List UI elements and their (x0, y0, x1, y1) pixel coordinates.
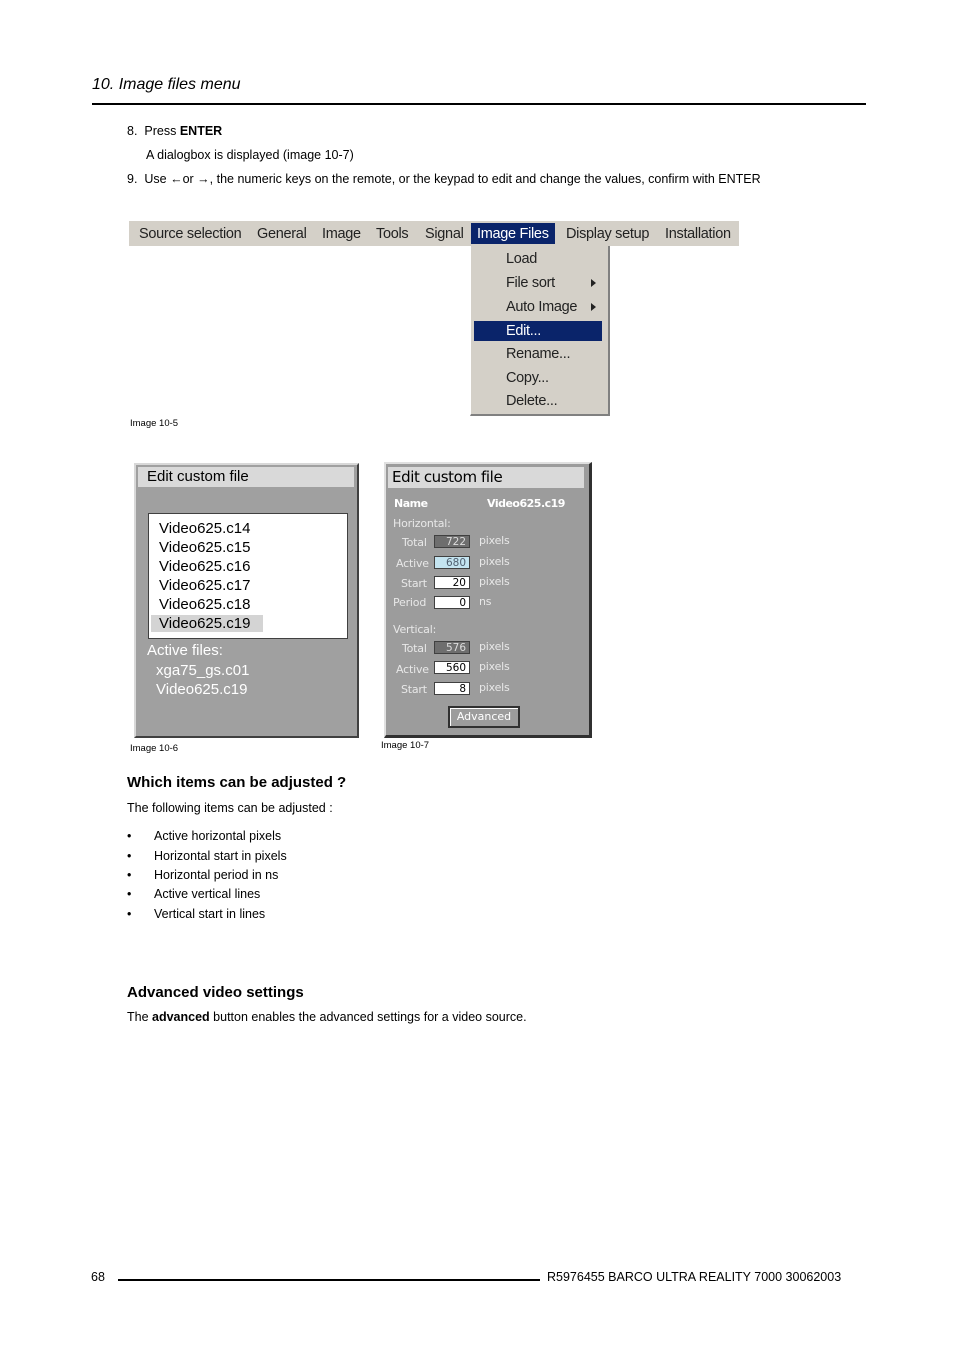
dialog-title: Edit custom file (388, 467, 584, 488)
list-item[interactable]: Video625.c18 (159, 596, 251, 613)
horizontal-label: Horizontal: (393, 517, 451, 530)
submenu-arrow-icon (591, 303, 596, 311)
unit-label: ns (479, 595, 492, 608)
h-start-field[interactable]: 20 (434, 576, 470, 589)
name-label: Name (394, 497, 428, 510)
step-8-result: A dialogbox is displayed (image 10-7) (146, 148, 354, 162)
unit-label: pixels (479, 555, 510, 568)
menu-installation[interactable]: Installation (665, 226, 731, 242)
footer-doc-info: R5976455 BARCO ULTRA REALITY 7000 30062003 (547, 1270, 842, 1284)
file-list[interactable] (148, 513, 348, 639)
section-heading-advanced: Advanced video settings (127, 984, 304, 1001)
active-file: Video625.c19 (156, 681, 248, 698)
bullet-marker: • (127, 849, 132, 863)
unit-label: pixels (479, 534, 510, 547)
caption-10-5: Image 10-5 (130, 418, 179, 429)
list-item: Horizontal period in ns (154, 868, 279, 882)
list-item[interactable]: Video625.c16 (159, 558, 251, 575)
bullet-marker: • (127, 829, 132, 843)
dropdown-load[interactable]: Load (506, 251, 538, 267)
list-item: Horizontal start in pixels (154, 849, 287, 863)
bullet-marker: • (127, 887, 132, 901)
h-active-field[interactable]: 680 (434, 556, 470, 569)
menu-signal[interactable]: Signal (425, 226, 464, 242)
v-active-label: Active (396, 663, 429, 676)
v-start-field[interactable]: 8 (434, 682, 470, 695)
menu-image-files[interactable]: Image Files (471, 223, 555, 244)
list-item[interactable]: Video625.c14 (159, 520, 251, 537)
dialog-title: Edit custom file (138, 467, 354, 487)
menu-bar (129, 221, 739, 246)
dropdown-edit[interactable]: Edit... (474, 321, 602, 341)
dropdown-rename[interactable]: Rename... (506, 346, 571, 362)
v-total-label: Total (402, 642, 427, 655)
caption-10-7: Image 10-7 (381, 740, 430, 751)
h-period-field[interactable]: 0 (434, 596, 470, 609)
caption-10-6: Image 10-6 (130, 743, 179, 754)
list-item-selected[interactable]: Video625.c19 (151, 615, 263, 632)
unit-label: pixels (479, 575, 510, 588)
list-item[interactable]: Video625.c15 (159, 539, 251, 556)
dropdown-auto-image[interactable]: Auto Image (474, 297, 602, 317)
dropdown-file-sort[interactable]: File sort (474, 273, 602, 293)
menu-source-selection[interactable]: Source selection (139, 226, 242, 242)
active-files-label: Active files: (147, 642, 223, 659)
menu-tools[interactable]: Tools (376, 226, 409, 242)
page-number: 68 (91, 1270, 105, 1284)
vertical-label: Vertical: (393, 623, 437, 636)
dropdown-copy[interactable]: Copy... (506, 370, 549, 386)
list-item[interactable]: Video625.c17 (159, 577, 251, 594)
v-start-label: Start (401, 683, 427, 696)
section-intro: The following items can be adjusted : (127, 801, 333, 815)
bullet-marker: • (127, 868, 132, 882)
chapter-title: 10. Image files menu (92, 76, 241, 93)
advanced-button[interactable]: Advanced (448, 706, 520, 728)
h-active-label: Active (396, 557, 429, 570)
menu-display-setup[interactable]: Display setup (566, 226, 650, 242)
list-item: Active horizontal pixels (154, 829, 282, 843)
menu-general[interactable]: General (257, 226, 307, 242)
image-files-dropdown (470, 246, 610, 416)
bullet-marker: • (127, 907, 132, 921)
unit-label: pixels (479, 640, 510, 653)
list-item: Vertical start in lines (154, 907, 266, 921)
section-advanced-text: The advanced button enables the advanced settings for a video source. (127, 1010, 527, 1024)
unit-label: pixels (479, 660, 510, 673)
v-active-field[interactable]: 560 (434, 661, 470, 674)
v-total-field: 576 (434, 641, 470, 654)
active-file: xga75_gs.c01 (156, 662, 250, 679)
h-start-label: Start (401, 577, 427, 590)
unit-label: pixels (479, 681, 510, 694)
footer-rule (118, 1279, 540, 1281)
h-period-label: Period (393, 596, 427, 609)
header-rule (92, 103, 866, 105)
submenu-arrow-icon (591, 279, 596, 287)
name-value: Video625.c19 (487, 497, 565, 510)
h-total-label: Total (402, 536, 427, 549)
edit-custom-file-dialog-list (134, 463, 359, 738)
menu-image[interactable]: Image (322, 226, 361, 242)
list-item: Active vertical lines (154, 887, 261, 901)
section-heading-adjustable: Which items can be adjusted ? (127, 774, 347, 791)
edit-custom-file-dialog-values (384, 462, 592, 738)
dropdown-delete[interactable]: Delete... (506, 393, 558, 409)
h-total-field: 722 (434, 535, 470, 548)
step-8: 8. Press ENTER (127, 124, 223, 138)
step-9: 9. Use ←or →, the numeric keys on the remote, or the keypad to edit and change the values, confirm with ENTER (127, 172, 761, 186)
